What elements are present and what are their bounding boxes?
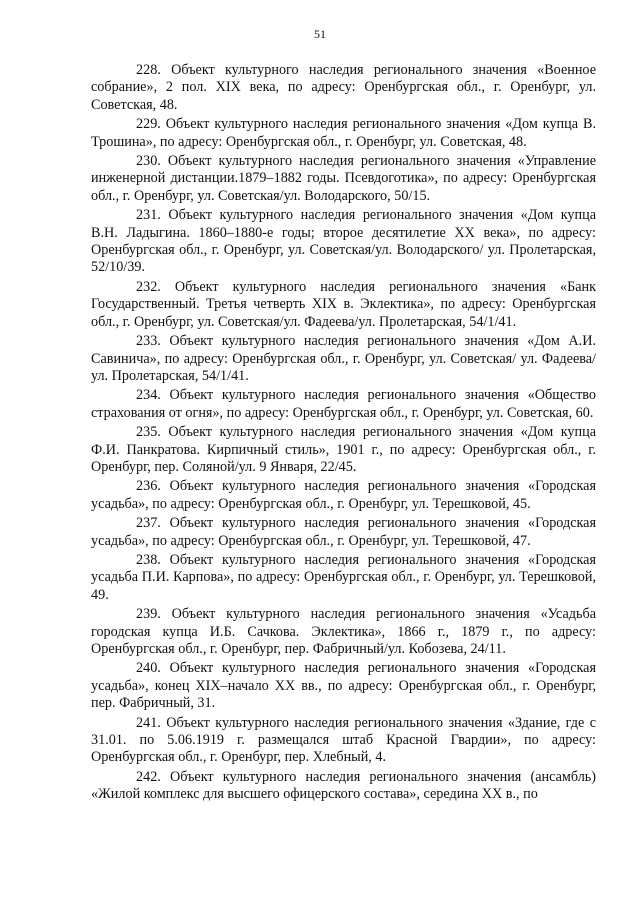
list-item-236: 236. Объект культурного наследия регионального значения «Городская усадьба», по адресу: Оренбургская обл., г. Оренбург, ул. Терешковой, 45.: [91, 478, 596, 512]
list-item-232: 232. Объект культурного наследия регионального значения «Банк Государственный. Третья четверть XIX в. Эклектика», по адресу: Оренбургская обл., г. Оренбург, ул. Советская/ул. Фадеева/ул. Пролетарская, 54/1/41.: [91, 278, 596, 330]
list-item-235: 235. Объект культурного наследия регионального значения «Дом купца Ф.И. Панкратова. Кирпичный стиль», 1901 г., по адресу: Оренбургская обл., г. Оренбург, пер. Соляной/ул. 9 Января, 22/45.: [91, 424, 596, 475]
list-item-230: 230. Объект культурного наследия регионального значения «Управление инженерной дистанции.1879–1882 годы. Псевдоготика», по адресу: Оренбургская обл., г. Оренбург, ул. Советская/ул. Володарского, 50/15.: [91, 153, 596, 204]
list-item-238: 238. Объект культурного наследия регионального значения «Городская усадьба П.И. Карпова», по адресу: Оренбургская обл., г. Оренбург, ул. Терешковой, 49.: [91, 551, 596, 603]
list-item-234: 234. Объект культурного наследия регионального значения «Общество страхования от огня», по адресу: Оренбургская обл., г. Оренбург, ул. Советская, 60.: [91, 387, 596, 421]
list-item-240: 240. Объект культурного наследия регионального значения «Городская усадьба», конец XIX–начало XX вв., по адресу: Оренбургская обл., г. Оренбург, пер. Фабричный, 31.: [91, 660, 596, 712]
list-item-233: 233. Объект культурного наследия регионального значения «Дом А.И. Савинича», по адресу: Оренбургская обл., г. Оренбург, ул. Советская/ ул. Фадеева/ул. Пролетарская, 54/1/41.: [91, 333, 596, 384]
list-item-229: 229. Объект культурного наследия регионального значения «Дом купца В. Трошина», по адресу: Оренбургская обл., г. Оренбург, ул. Советская, 48.: [91, 116, 596, 150]
page-number: 51: [314, 27, 326, 41]
document-body: [91, 62, 596, 806]
list-item-237: 237. Объект культурного наследия регионального значения «Городская усадьба», по адресу: Оренбургская обл., г. Оренбург, ул. Терешковой, 47.: [91, 515, 596, 549]
list-item-228: 228. Объект культурного наследия регионального значения «Военное собрание», 2 пол. XIX века, по адресу: Оренбургская обл., г. Оренбург, ул. Советская, 48.: [91, 62, 596, 113]
list-item-231: 231. Объект культурного наследия регионального значения «Дом купца В.Н. Ладыгина. 1860–1880-е годы; второе десятилетие XX века», по адресу: Оренбургская обл., г. Оренбург, ул. Советская/ул. Володарского/ ул. Пролетарская, 52/10/39.: [91, 207, 596, 276]
list-item-239: 239. Объект культурного наследия регионального значения «Усадьба городская купца И.Б. Сачкова. Эклектика», 1866 г., 1879 г., по адресу: Оренбургская обл., г. Оренбург, пер. Фабричный/ул. Кобозева, 24/11.: [91, 606, 596, 657]
list-item-241: 241. Объект культурного наследия регионального значения «Здание, где с 31.01. по 5.06.1919 г. размещался штаб Красной Гвардии», по адресу: Оренбургская обл., г. Оренбург, пер. Хлебный, 4.: [91, 714, 596, 766]
list-item-242: 242. Объект культурного наследия регионального значения (ансамбль) «Жилой комплекс для высшего офицерского состава», середина XX в., по: [91, 768, 596, 803]
